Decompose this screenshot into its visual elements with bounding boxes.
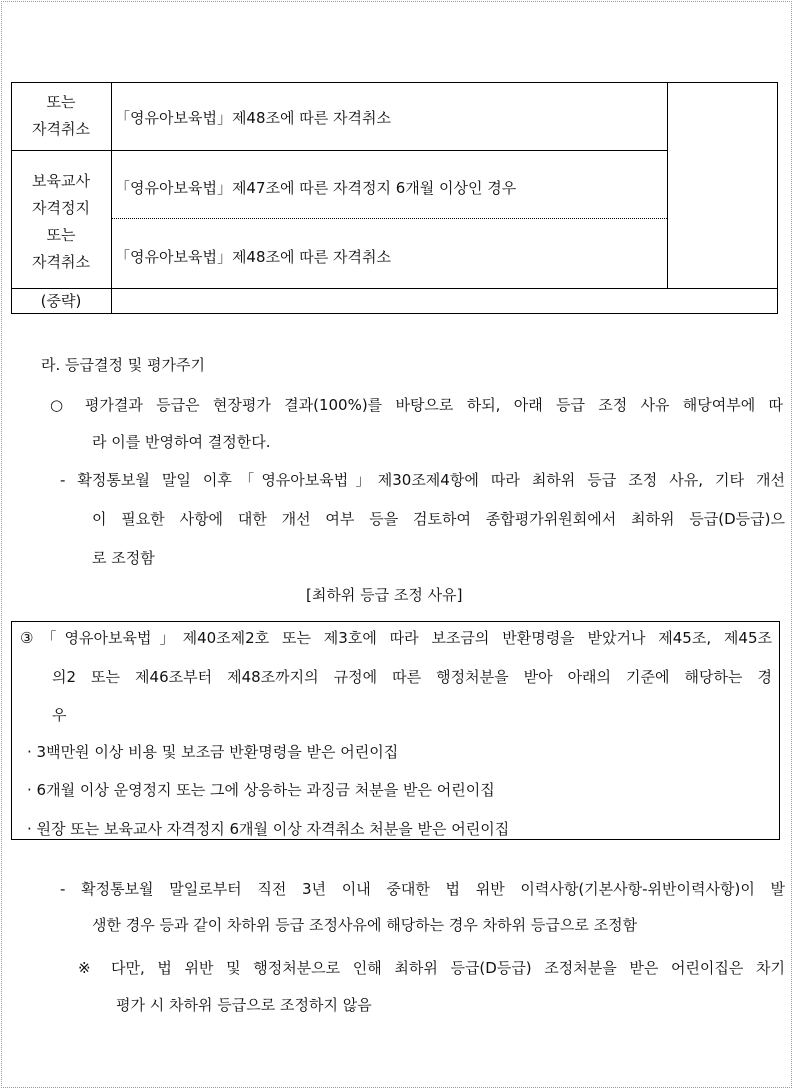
table-divider: [11, 150, 667, 151]
criteria-bullet: · 원장 또는 보육교사 자격정지 6개월 이상 자격취소 처분을 받은 어린이집: [27, 820, 510, 838]
criteria-item: 우: [52, 706, 67, 724]
table-row-label: [11, 89, 111, 143]
dash-text: 이 필요한 사항에 대한 개선 여부 등을 검토하여 종합평가위원회에서 최하위 등급(D등급)으: [92, 510, 785, 528]
table-divider: [111, 82, 112, 314]
table-cell: 「영유아보육법」제47조에 따른 자격정지 6개월 이상인 경우: [115, 179, 517, 197]
row-label-line: 또는: [46, 93, 76, 111]
box-title: [최하위 등급 조정 사유]: [306, 586, 463, 604]
bullet-text: 라 이를 반영하여 결정한다.: [92, 433, 271, 451]
criteria-box: [11, 621, 780, 840]
table-cell: 「영유아보육법」제48조에 따른 자격취소: [115, 109, 391, 127]
table-row-label: (중략): [40, 292, 82, 310]
dash-text: 생한 경우 등과 같이 차하위 등급 조정사유에 해당하는 경우 차하위 등급으로 조정함: [92, 916, 638, 934]
dash-text: 로 조정함: [92, 549, 155, 567]
criteria-bullet: · 6개월 이상 운영정지 또는 그에 상응하는 과징금 처분을 받은 어린이집: [27, 781, 495, 799]
criteria-item: 의2 또는 제46조부터 제48조까지의 규정에 따른 행정처분을 받아 아래의 기준에 해당하는 경: [52, 668, 772, 686]
bullet-text: ○ 평가결과 등급은 현장평가 결과(100%)를 바탕으로 하되, 아래 등급 조정 사유 해당여부에 따: [50, 396, 783, 414]
row-label-line: 자격취소: [32, 253, 90, 271]
section-heading: 라. 등급결정 및 평가주기: [41, 356, 205, 374]
table-row-label: [11, 168, 111, 276]
table-cell: 「영유아보육법」제48조에 따른 자격취소: [115, 248, 391, 266]
row-label-line: 자격취소: [32, 120, 90, 138]
criteria-bullet: · 3백만원 이상 비용 및 보조금 반환명령을 받은 어린이집: [27, 743, 399, 761]
note-text: ※ 다만, 법 위반 및 행정처분으로 인해 최하위 등급(D등급) 조정처분을 받은 어린이집은 차기: [78, 959, 785, 977]
penalty-table: [11, 82, 778, 314]
table-divider: [11, 288, 778, 289]
dash-text: - 확정통보월 말일로부터 직전 3년 이내 중대한 법 위반 이력사항(기본사항-위반이력사항)이 발: [60, 880, 785, 898]
row-label-line: 자격정지: [32, 199, 90, 217]
criteria-item: ③「영유아보육법」제40조제2호 또는 제3호에 따라 보조금의 반환명령을 받았거나 제45조, 제45조: [20, 629, 772, 647]
row-label-line: 보육교사: [32, 172, 90, 190]
dash-text: - 확정통보월 말일 이후「영유아보육법」제30조제4항에 따라 최하위 등급 조정 사유, 기타 개선: [60, 471, 785, 489]
row-label-line: 또는: [46, 226, 76, 244]
table-divider: [667, 82, 668, 288]
note-text: 평가 시 차하위 등급으로 조정하지 않음: [116, 996, 372, 1014]
table-divider: [111, 218, 667, 219]
